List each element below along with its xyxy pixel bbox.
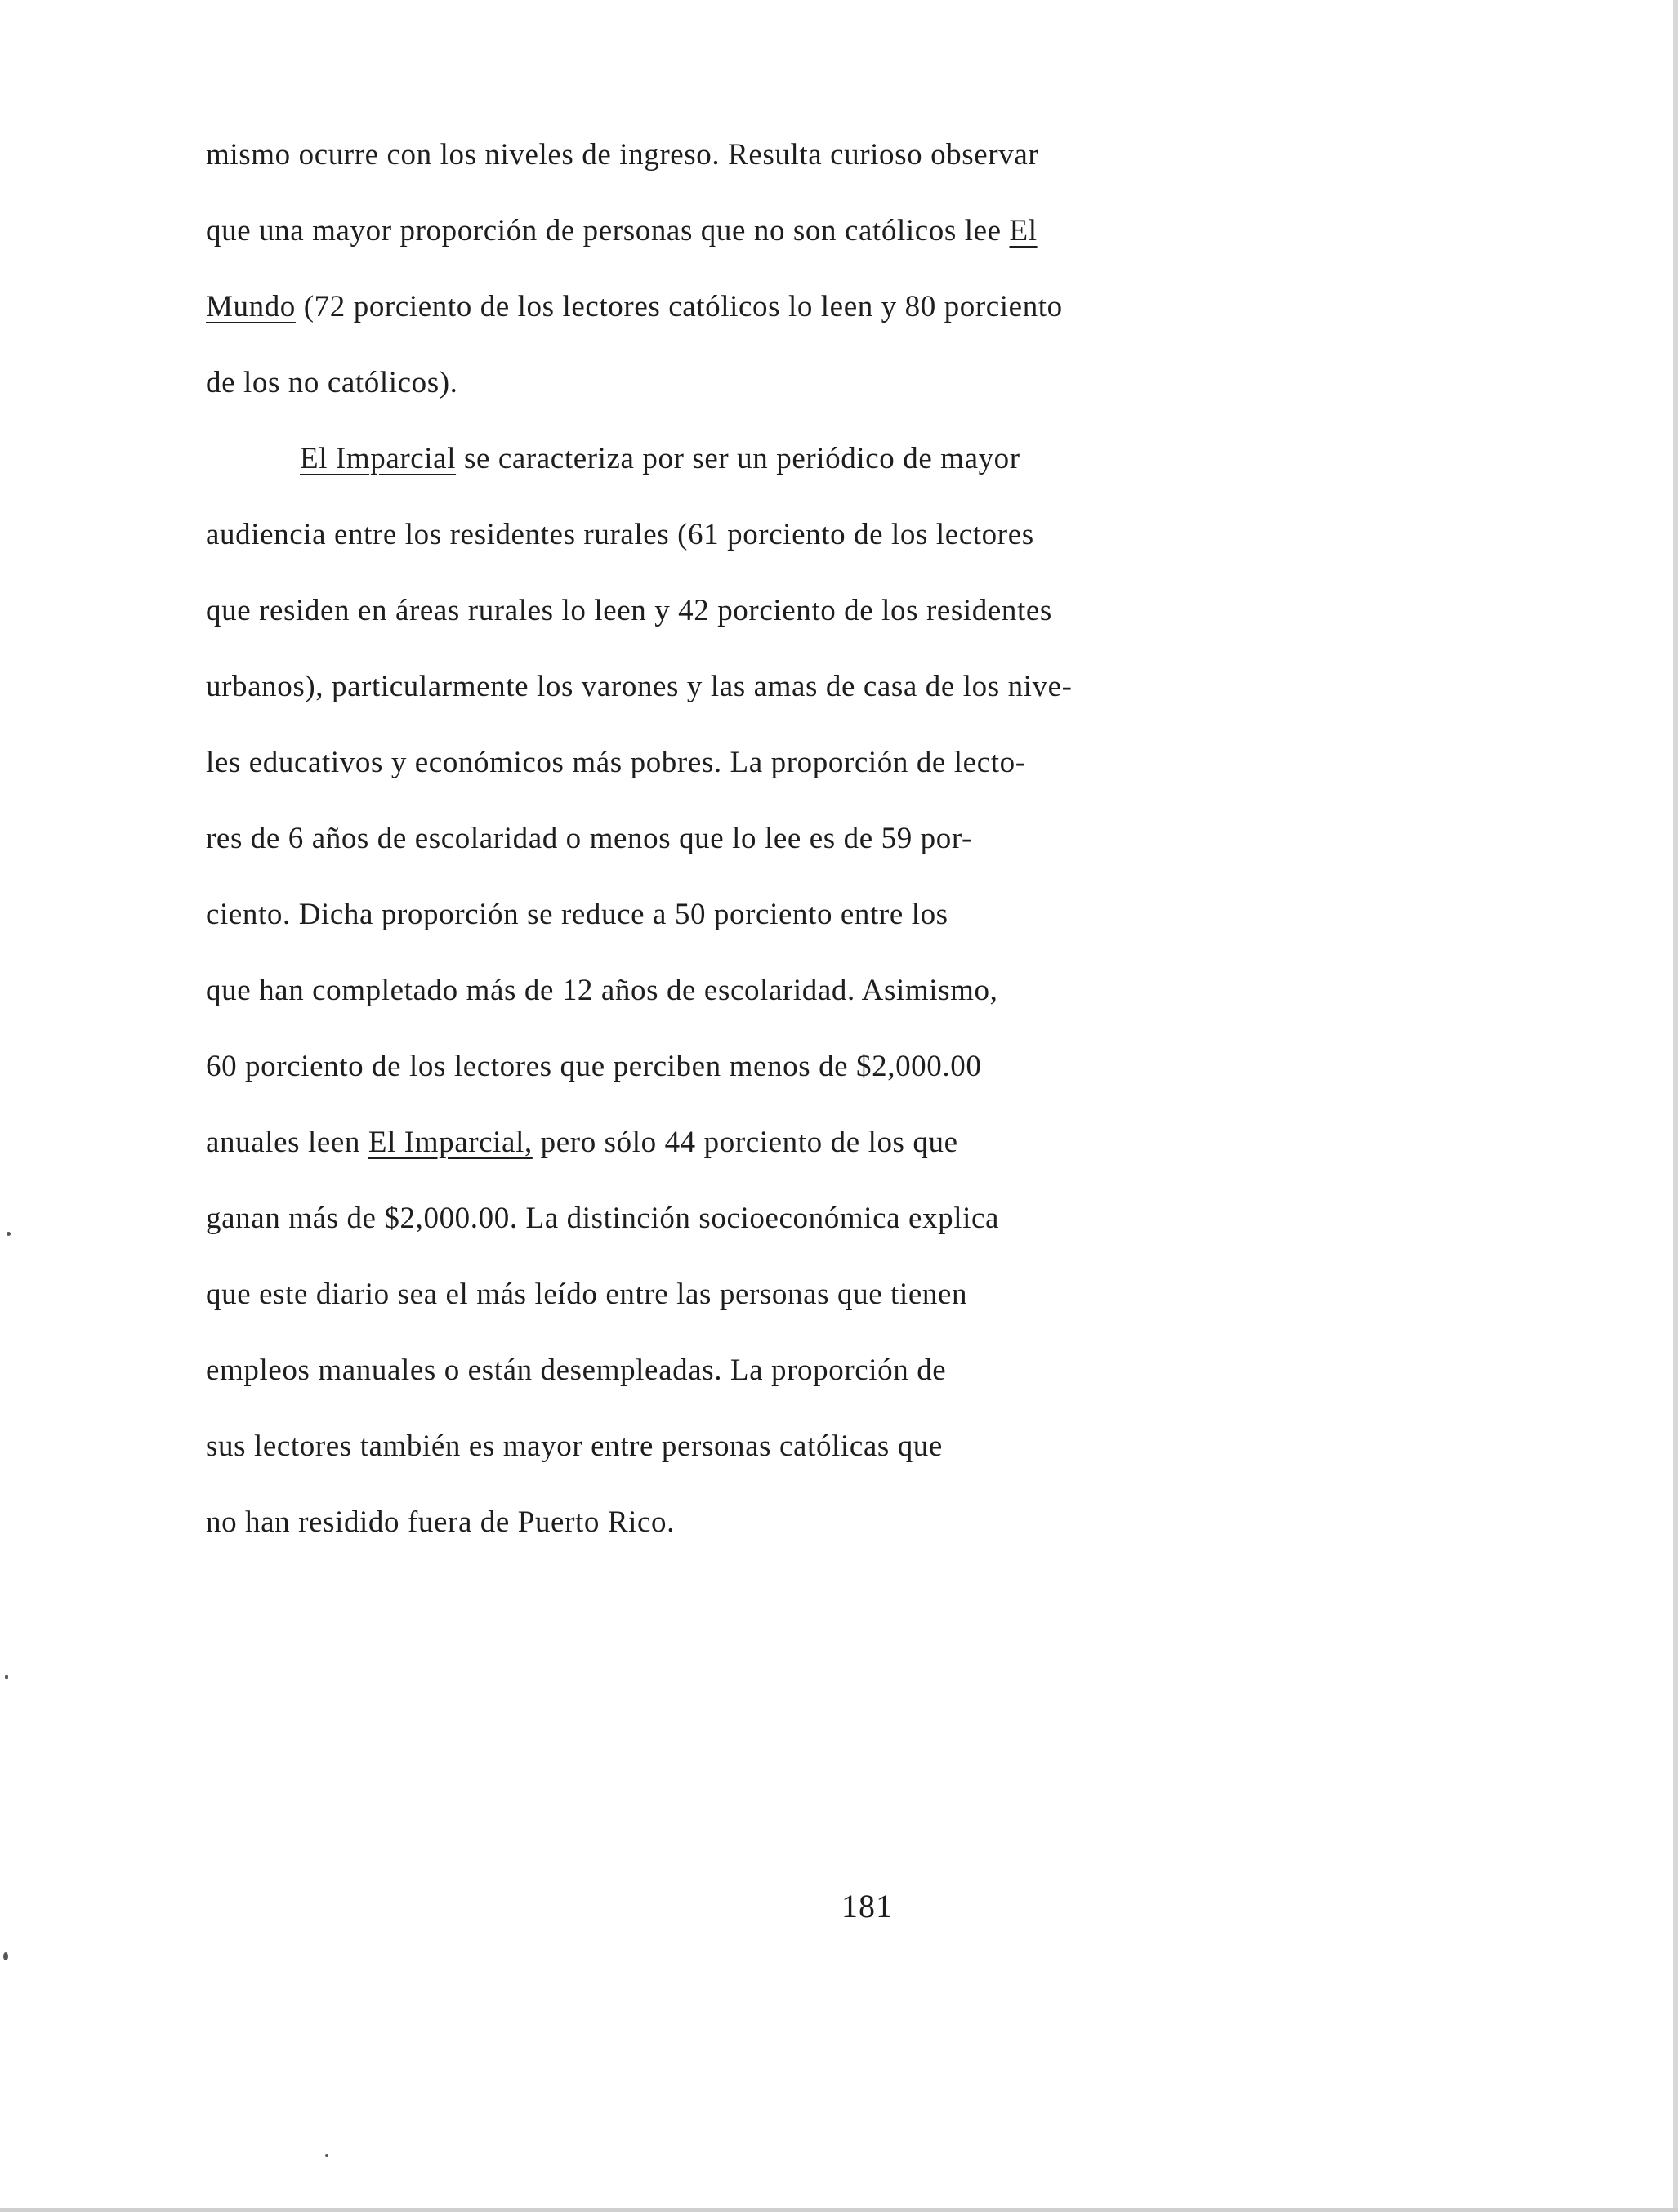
- text-line: ciento. Dicha proporción se reduce a 50 porciento entre los: [206, 898, 948, 931]
- text-line: ganan más de $2,000.00. La distinción socioeconómica explica: [206, 1202, 1000, 1235]
- text-run: pero sólo 44 porciento de los que: [532, 1126, 958, 1159]
- newspaper-title: El Imparcial,: [368, 1126, 533, 1159]
- scan-speck: [7, 1232, 11, 1236]
- text-line: [206, 426, 1382, 502]
- text-line: sus lectores también es mayor entre personas católicas que: [206, 1429, 943, 1463]
- text-line: mismo ocurre con los niveles de ingreso. Resulta curioso observar: [206, 138, 1039, 172]
- scan-edge-right: [1673, 0, 1678, 2212]
- text-line: [206, 198, 1382, 274]
- text-run: (72 porciento de los lectores católicos lo leen y 80 porciento: [295, 290, 1063, 323]
- scan-edge-bottom: [0, 2208, 1678, 2212]
- page-number: 181: [841, 1888, 893, 1924]
- text-line: no han residido fuera de Puerto Rico.: [206, 1505, 675, 1539]
- text-line: [206, 1110, 1382, 1186]
- text-line: de los no católicos).: [206, 366, 458, 399]
- text-line: que residen en áreas rurales lo leen y 42 porciento de los residentes: [206, 594, 1052, 627]
- text-line: urbanos), particularmente los varones y las amas de casa de los nive-: [206, 670, 1073, 703]
- body-text: [206, 123, 1382, 1566]
- scan-speck: [3, 1952, 8, 1960]
- text-line: [206, 274, 1382, 350]
- text-line: empleos manuales o están desempleadas. La proporción de: [206, 1354, 947, 1387]
- text-line: audiencia entre los residentes rurales (61 porciento de los lectores: [206, 518, 1034, 551]
- text-line: que han completado más de 12 años de escolaridad. Asimismo,: [206, 974, 998, 1007]
- text-line: les educativos y económicos más pobres. La proporción de lecto-: [206, 746, 1026, 779]
- newspaper-title: El Imparcial: [300, 442, 457, 475]
- scan-speck: [325, 2154, 328, 2157]
- newspaper-title: Mundo: [206, 290, 296, 323]
- newspaper-title: El: [1009, 214, 1038, 248]
- text-line: 60 porciento de los lectores que perciben menos de $2,000.00: [206, 1050, 982, 1083]
- text-line: res de 6 años de escolaridad o menos que lo lee es de 59 por-: [206, 822, 972, 855]
- text-run: se caracteriza por ser un periódico de mayor: [456, 442, 1020, 475]
- scan-speck: [5, 1675, 8, 1679]
- text-run: anuales leen: [206, 1126, 368, 1159]
- text-run: que una mayor proporción de personas que no son católicos lee: [206, 214, 1010, 248]
- text-line: que este diario sea el más leído entre las personas que tienen: [206, 1278, 968, 1311]
